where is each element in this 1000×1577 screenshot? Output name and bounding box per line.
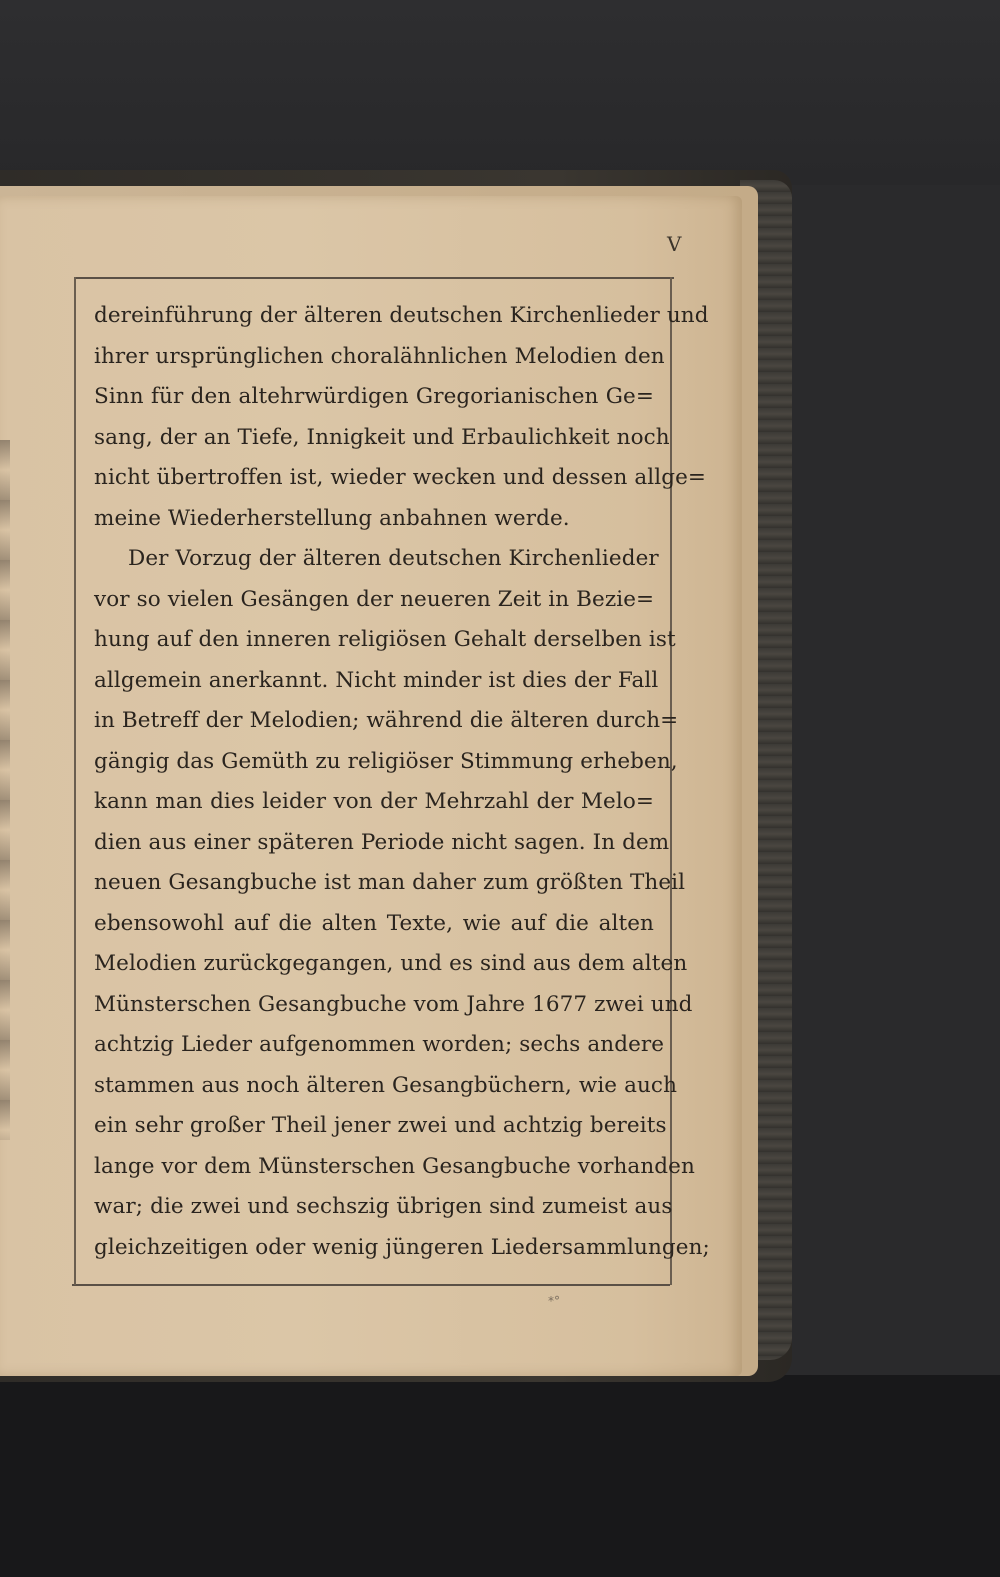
text-line: sang, der an Tiefe, Innigkeit und Erbaulichkeit noch: [94, 424, 670, 450]
text-line: allgemein anerkannt. Nicht minder ist dies der Fall: [94, 667, 659, 693]
text-line: ihrer ursprünglichen choralähnlichen Melodien den: [94, 343, 665, 369]
text-line: dereinführung der älteren deutschen Kirchenlieder und: [94, 303, 709, 328]
text-line: Sinn für den altehrwürdigen Gregorianischen Ge=: [94, 384, 654, 409]
frame-rule-bottom: [72, 1284, 670, 1286]
text-line: gleichzeitigen oder wenig jüngeren Liedersammlungen;: [94, 1234, 710, 1260]
text-line: nicht übertroffen ist, wieder wecken und dessen allge=: [94, 465, 707, 490]
frame-rule-top: [74, 277, 674, 279]
spine-edge: [0, 440, 10, 1140]
text-line: Münsterschen Gesangbuche vom Jahre 1677 zwei und: [94, 991, 693, 1017]
text-line: achtzig Lieder aufgenommen worden; sechs andere: [94, 1032, 665, 1057]
text-line: ein sehr großer Theil jener zwei und achtzig bereits: [94, 1113, 667, 1138]
text-line: dien aus einer späteren Periode nicht sagen. In dem: [94, 829, 670, 855]
text-line: ebensowohl auf die alten Texte, wie auf die alten: [94, 910, 654, 936]
background-bottom: [0, 1375, 1000, 1577]
frame-rule-right: [670, 277, 672, 1285]
text-line: Melodien zurückgegangen, und es sind aus dem alten: [94, 951, 688, 976]
text-line: kann man dies leider von der Mehrzahl der Melo=: [94, 789, 654, 814]
text-line: stammen aus noch älteren Gesangbüchern, wie auch: [94, 1072, 678, 1098]
text-line: Der Vorzug der älteren deutschen Kirchenlieder: [128, 546, 659, 571]
body-text: [94, 296, 710, 1268]
text-line: lange vor dem Münsterschen Gesangbuche vorhanden: [94, 1153, 695, 1179]
signature-mark: *°: [548, 1294, 560, 1308]
text-line: hung auf den inneren religiösen Gehalt derselben ist: [94, 627, 676, 652]
text-line: gängig das Gemüth zu religiöser Stimmung erheben,: [94, 748, 678, 774]
text-line: in Betreff der Melodien; während die älteren durch=: [94, 708, 679, 733]
frame-rule-left: [74, 277, 76, 1285]
text-line: vor so vielen Gesängen der neueren Zeit in Bezie=: [94, 586, 655, 612]
page-number: V: [667, 232, 682, 256]
background-top: [0, 0, 1000, 185]
text-line: war; die zwei und sechszig übrigen sind zumeist aus: [94, 1194, 673, 1219]
text-line: meine Wiederherstellung anbahnen werde.: [94, 505, 570, 531]
text-line: neuen Gesangbuche ist man daher zum größten Theil: [94, 870, 686, 895]
